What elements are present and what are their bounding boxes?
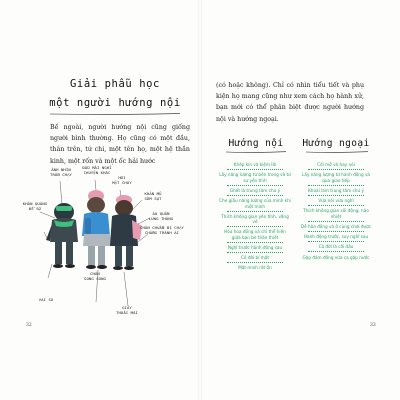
figure-middle bbox=[82, 190, 111, 269]
extrovert-traits-list bbox=[300, 160, 372, 263]
list-item: Vừa nói vừa nghĩ bbox=[300, 196, 372, 206]
figure-left bbox=[46, 203, 78, 268]
label-khan-mu: KHĂN MŨ SỜM SỤT bbox=[144, 191, 162, 201]
three-figures-drawing bbox=[0, 160, 200, 320]
page-title-line1: Giải phẫu học bbox=[70, 78, 160, 90]
heading-extrovert-underline bbox=[306, 151, 368, 153]
list-item: Cả đời là cởi dấu bbox=[300, 242, 372, 252]
list-item: Khoái làm trung tâm chú ý bbox=[300, 186, 372, 196]
label-hoi-mat-chay: HƠI MẶT CHÁY bbox=[112, 175, 132, 185]
list-item: Khép kín và kiệm lời bbox=[219, 160, 291, 170]
list-item: Thích không gian sôi động, náo nhiệt bbox=[300, 206, 372, 222]
list-item: Lấy năng lượng từ hành động và qua giao tiếp bbox=[300, 170, 372, 186]
list-item: Thích không gian yên tĩnh, vắng vẻ bbox=[219, 212, 291, 228]
label-dau-mai-nghi: ĐẦU MẢI NGHĨ CHUYỆN KHÁC bbox=[82, 165, 112, 175]
page-number-left: 32 bbox=[26, 323, 32, 328]
label-chan-chuan-bi: CHÂN CHUẨN BỊ CHẠY CHẲNG TRÁNH AI bbox=[140, 225, 184, 235]
introvert-illustration bbox=[0, 160, 200, 320]
list-item: Nghĩ trước hành động sau bbox=[219, 243, 291, 253]
label-chan-song-song: CHÂN SONG SONG bbox=[84, 271, 106, 281]
list-item: Có đời bí mật bbox=[219, 253, 291, 263]
heading-introvert-underline bbox=[226, 151, 286, 153]
list-item: Hành động trước, suy nghĩ sau bbox=[300, 232, 372, 242]
intro-paragraph: (có hoặc không). Chỉ có nhìn tiểu tiết và phụ kiện họ mang cũng như xem cách họ hành xử, bạn mới có thể phân biệt được người hướng nội và hướng ngoại. bbox=[216, 82, 364, 123]
body-paragraph: Bề ngoài, người hướng nội cũng giống người bình thường. Họ cũng có một đầu, thân trên, tứ chi, một tên họ, một hệ thần kinh, một rốn và một ốc hải hước bbox=[50, 124, 190, 165]
list-item: Cởi mở và hay nói bbox=[300, 160, 372, 170]
list-item: Lấy năng lượng từ bên trong và từ sự yên tĩnh bbox=[219, 170, 291, 186]
title-underline bbox=[50, 113, 180, 115]
heading-introvert: Hướng nội bbox=[228, 138, 284, 149]
list-item: Che giấu năng lượng của mình khi một mình bbox=[219, 196, 291, 212]
list-item: Ghét là trung tâm chú ý bbox=[219, 186, 291, 196]
figure-right bbox=[110, 195, 142, 270]
label-giay: GIÀY THOẢI MÁI bbox=[116, 305, 138, 315]
label-khan-quang: KHĂN QUÀNG ĐỂ SỢ bbox=[22, 201, 48, 211]
list-item: Hòa hoa đồng và chỉ thể hiện giữa bạn bè thân thiết bbox=[219, 227, 291, 243]
label-ao-quan: ÁO QUẦN LÙNG THÙNG bbox=[148, 211, 174, 221]
introvert-traits-list bbox=[219, 160, 291, 273]
label-vai-so: VAI SO bbox=[38, 297, 54, 302]
heading-extrovert: Hướng ngoại bbox=[302, 138, 370, 149]
page-number-right: 33 bbox=[370, 323, 376, 328]
list-item: Dễ hòa đồng và ở cùng chơi được bbox=[300, 222, 372, 232]
list-item: Gặp đám đông vừa ca gặp nước bbox=[302, 254, 370, 260]
list-item: Mặt mình rất ổn bbox=[238, 265, 272, 271]
page-title-line2: một người hướng nội bbox=[49, 97, 181, 109]
label-anh-nhin: ÁNH NHÌN TRỐN CHẠY bbox=[50, 167, 72, 177]
